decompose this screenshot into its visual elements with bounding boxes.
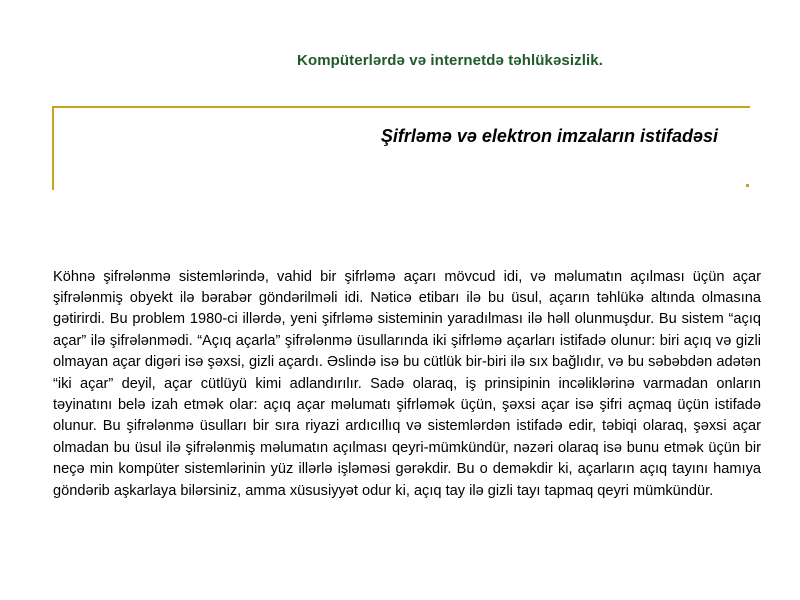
title-rule-horizontal [52, 106, 750, 108]
page-header-title: Kompüterlərdə və internetdə təhlükəsizlik. [297, 52, 603, 69]
slide-title: Şifrləmə və elektron imzaların istifadəsi [380, 126, 718, 146]
title-rule-vertical [52, 106, 54, 190]
body-paragraph: Köhnə şifrələnmə sistemlərində, vahid bir şifrləmə açarı mövcud idi, və məlumatın açılması üçün açar şifrələnmiş obyekt ilə bərabər göndərilməli idi. Nəticə etibarı ilə bu üsul, açarın təhlükə altında olmasına gətirirdi. Bu problem 1980-ci illərdə, yeni şifrləmə sisteminin yaradılması ilə həll olunmuşdur. Bu sistem “açıq açar” ilə şifrələnmədi. “Açıq açarla” şifrələnmə üsullarında iki şifrləmə açarları istifadə olunur: biri açıq və gizli olmayan açar digəri isə şəxsi, gizli açardı. Əslində isə bu cütlük bir-biri ilə sıx bağlıdır, və bu səbəbdən adətən “iki açar” deyil, açar cütlüyü kimi adlandırılır. Sadə olaraq, iş prinsipinin incəliklərinə varmadan onların təyinatını belə izah etmək olar: açıq açar məlumatı şifrləmək üçün, şəxsi açar isə şifri açmaq üçün istifadə olunur. Bu şifrələnmə üsulları bir sıra riyazi ardıcıllıq və sistemlərdən istifadə edir, təbiqi olaraq, şəxsi açar olmadan bu üsul ilə şifrələnmiş məlumatın açılması qeyri-mümkündür, nəzəri olaraq isə bunu etmək üçün bir neçə min kompüter sistemlərinin yüz illərlə işləməsi gərəkdir. Bu o deməkdir ki, açarların açıq tayını hamıya göndərib aşkarlaya bilərsiniz, amma xüsusiyyət odur ki, açıq tay ilə gizli tayı tapmaq qeyri mümkündür. [53, 268, 761, 499]
decorative-dot [746, 184, 749, 187]
